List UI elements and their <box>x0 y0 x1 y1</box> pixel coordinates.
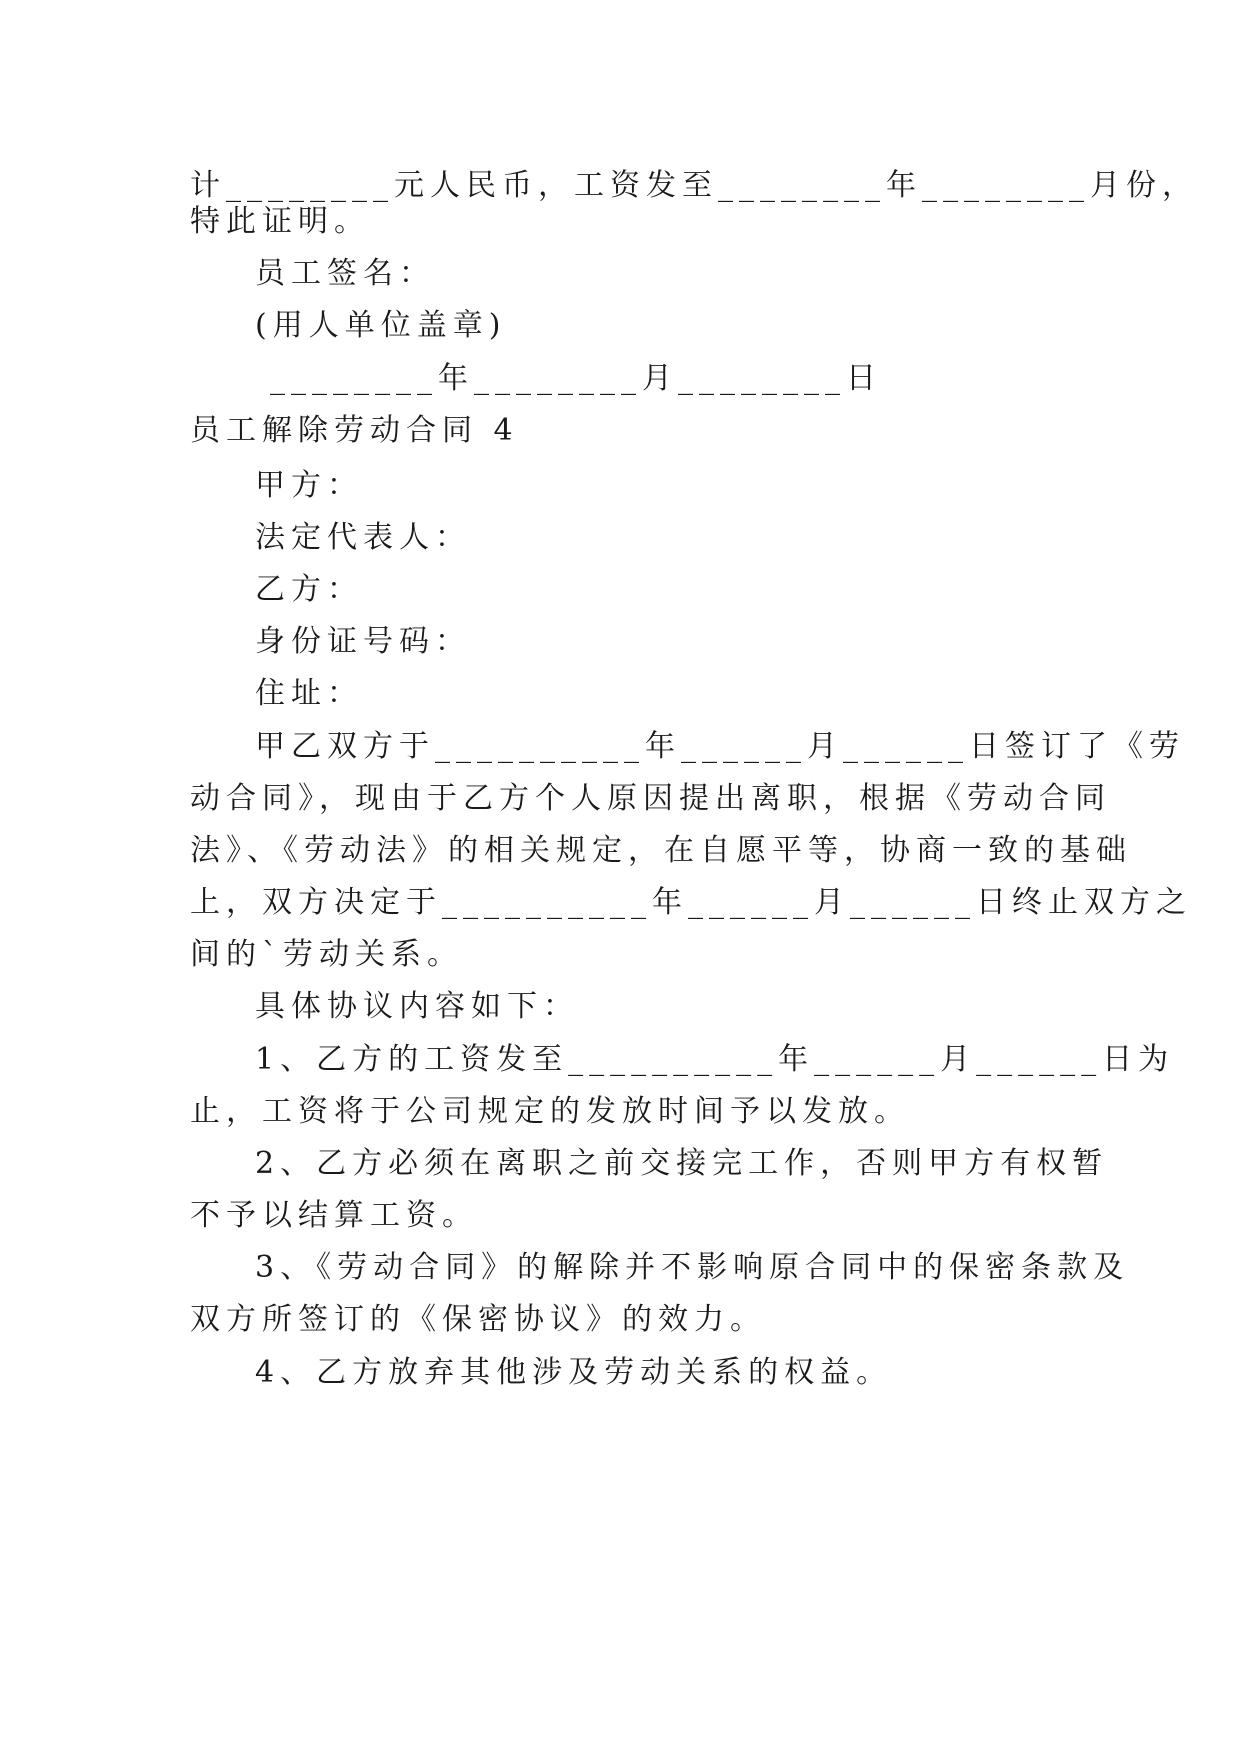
clause-3-line: 双方所签订的《保密协议》的效力。 <box>190 1302 766 1337</box>
paragraph-line: 甲乙双方于__________年______月______日签订了《劳 <box>255 729 1185 764</box>
party-a-label: 甲方： <box>255 468 363 503</box>
party-b-label: 乙方： <box>255 572 363 607</box>
employee-signature-label: 员工签名： <box>255 256 435 291</box>
clause-1-line: 止，工资将于公司规定的发放时间予以发放。 <box>190 1094 910 1129</box>
clause-2-line: 不予以结算工资。 <box>190 1198 478 1233</box>
paragraph-line: 动合同》，现由于乙方个人原因提出离职，根据《劳动合同 <box>190 781 1111 816</box>
legal-representative-label: 法定代表人： <box>255 520 471 555</box>
agreement-intro: 具体协议内容如下： <box>255 989 579 1024</box>
id-number-label: 身份证号码： <box>255 624 471 659</box>
clause-3-line: 3、《劳动合同》的解除并不影响原合同中的保密条款及 <box>255 1250 1130 1285</box>
clause-1-line: 1、乙方的工资发至__________年______月______日为 <box>255 1042 1175 1077</box>
section-title: 员工解除劳动合同 4 <box>190 413 519 448</box>
address-label: 住址： <box>255 676 363 711</box>
employer-seal-label: (用人单位盖章) <box>255 308 507 343</box>
certification-line: 特此证明。 <box>190 204 370 239</box>
paragraph-line: 间的`劳动关系。 <box>190 937 463 972</box>
paragraph-line: 法》、《劳动法》的相关规定，在自愿平等，协商一致的基础 <box>190 833 1132 868</box>
date-line: ________年________月________日 <box>270 361 882 396</box>
clause-2-line: 2、乙方必须在离职之前交接完工作，否则甲方有权暂 <box>255 1146 1109 1181</box>
paragraph-line: 上，双方决定于__________年______月______日终止双方之 <box>190 885 1192 920</box>
salary-amount-line: 计________元人民币，工资发至________年________月份， <box>190 168 1198 203</box>
clause-4-line: 4、乙方放弃其他涉及劳动关系的权益。 <box>255 1355 893 1390</box>
